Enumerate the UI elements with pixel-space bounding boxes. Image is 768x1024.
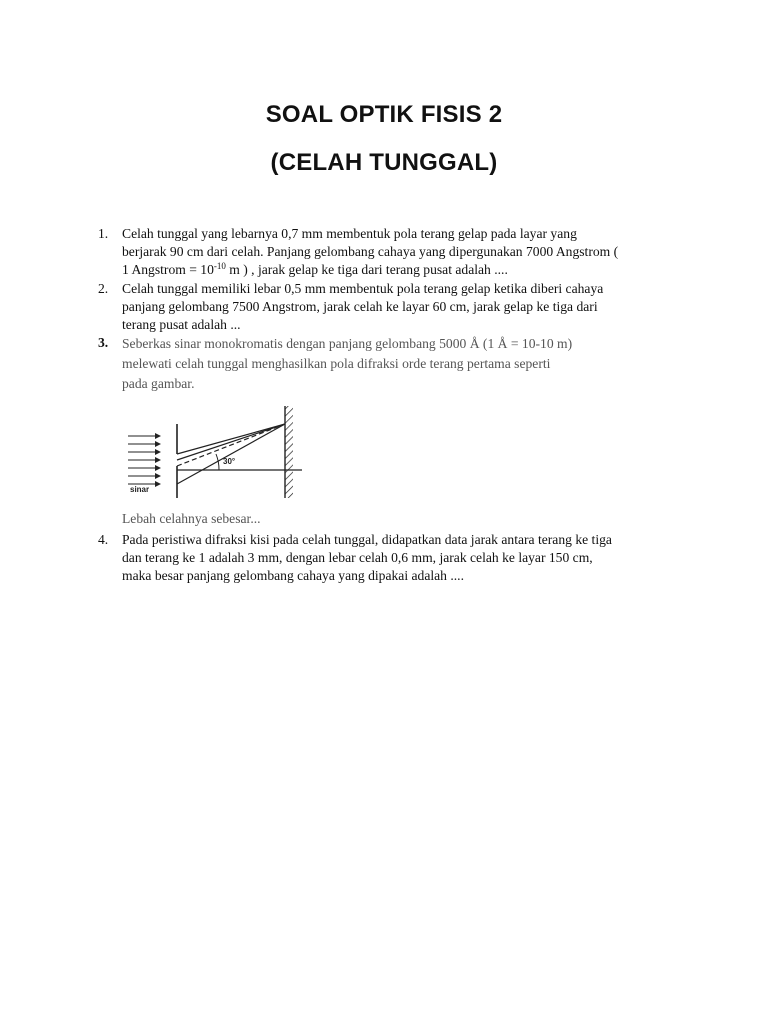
question-3-line-2: melewati celah tunggal menghasilkan pola difraksi orde terang pertama seperti [122, 356, 551, 371]
question-4-line-1: Pada peristiwa difraksi kisi pada celah tunggal, didapatkan data jarak antara terang ke tiga [122, 532, 612, 547]
question-3-line-3: pada gambar. [122, 376, 195, 391]
question-1-text [122, 225, 688, 279]
diffracted-rays [177, 424, 302, 484]
question-3-number: 3. [98, 335, 109, 350]
question-1-line-3-a: 1 Angstrom = 10 [122, 262, 214, 277]
single-slit-diffraction-diagram [122, 402, 312, 502]
question-2-number: 2. [98, 281, 109, 296]
question-3-followup: Lebah celahnya sebesar... [122, 511, 261, 526]
question-4-line-2: dan terang ke 1 adalah 3 mm, dengan lebar celah 0,6 mm, jarak celah ke layar 150 cm, [122, 550, 593, 565]
question-4-text [122, 531, 688, 585]
question-2-line-3: terang pusat adalah ... [122, 317, 241, 332]
question-1-line-1: Celah tunggal yang lebarnya 0,7 mm membentuk pola terang gelap pada layar yang [122, 226, 577, 241]
angle-label: 30° [223, 457, 236, 466]
source-label: sinar [130, 485, 150, 494]
question-4-line-3: maka besar panjang gelombang cahaya yang dipakai adalah .... [122, 568, 464, 583]
question-2 [98, 280, 688, 334]
question-2-line-2: panjang gelombang 7500 Angstrom, jarak celah ke layar 60 cm, jarak gelap ke tiga dari [122, 299, 598, 314]
document-subtitle: (CELAH TUNGGAL) [270, 149, 498, 176]
question-3-text [122, 334, 688, 394]
question-4 [98, 531, 688, 585]
question-1-exponent: -10 [213, 261, 226, 271]
question-1-line-3 [122, 261, 688, 279]
question-3 [98, 334, 688, 394]
question-1-line-3-b: m ) , jarak gelap ke tiga dari terang pusat adalah .... [225, 262, 508, 277]
question-1-line-2: berjarak 90 cm dari celah. Panjang gelombang cahaya yang dipergunakan 7000 Angstrom ( [122, 244, 619, 259]
screen [285, 406, 293, 498]
question-2-text [122, 280, 688, 334]
question-3-line-1: Seberkas sinar monokromatis dengan panjang gelombang 5000 Å (1 Å = 10-10 m) [122, 336, 573, 351]
question-1 [98, 225, 688, 279]
question-4-number: 4. [98, 532, 109, 547]
incoming-rays [128, 436, 160, 484]
document-title: SOAL OPTIK FISIS 2 [265, 101, 503, 128]
question-1-number: 1. [98, 226, 109, 241]
question-2-line-1: Celah tunggal memiliki lebar 0,5 mm membentuk pola terang gelap ketika diberi cahaya [122, 281, 604, 296]
